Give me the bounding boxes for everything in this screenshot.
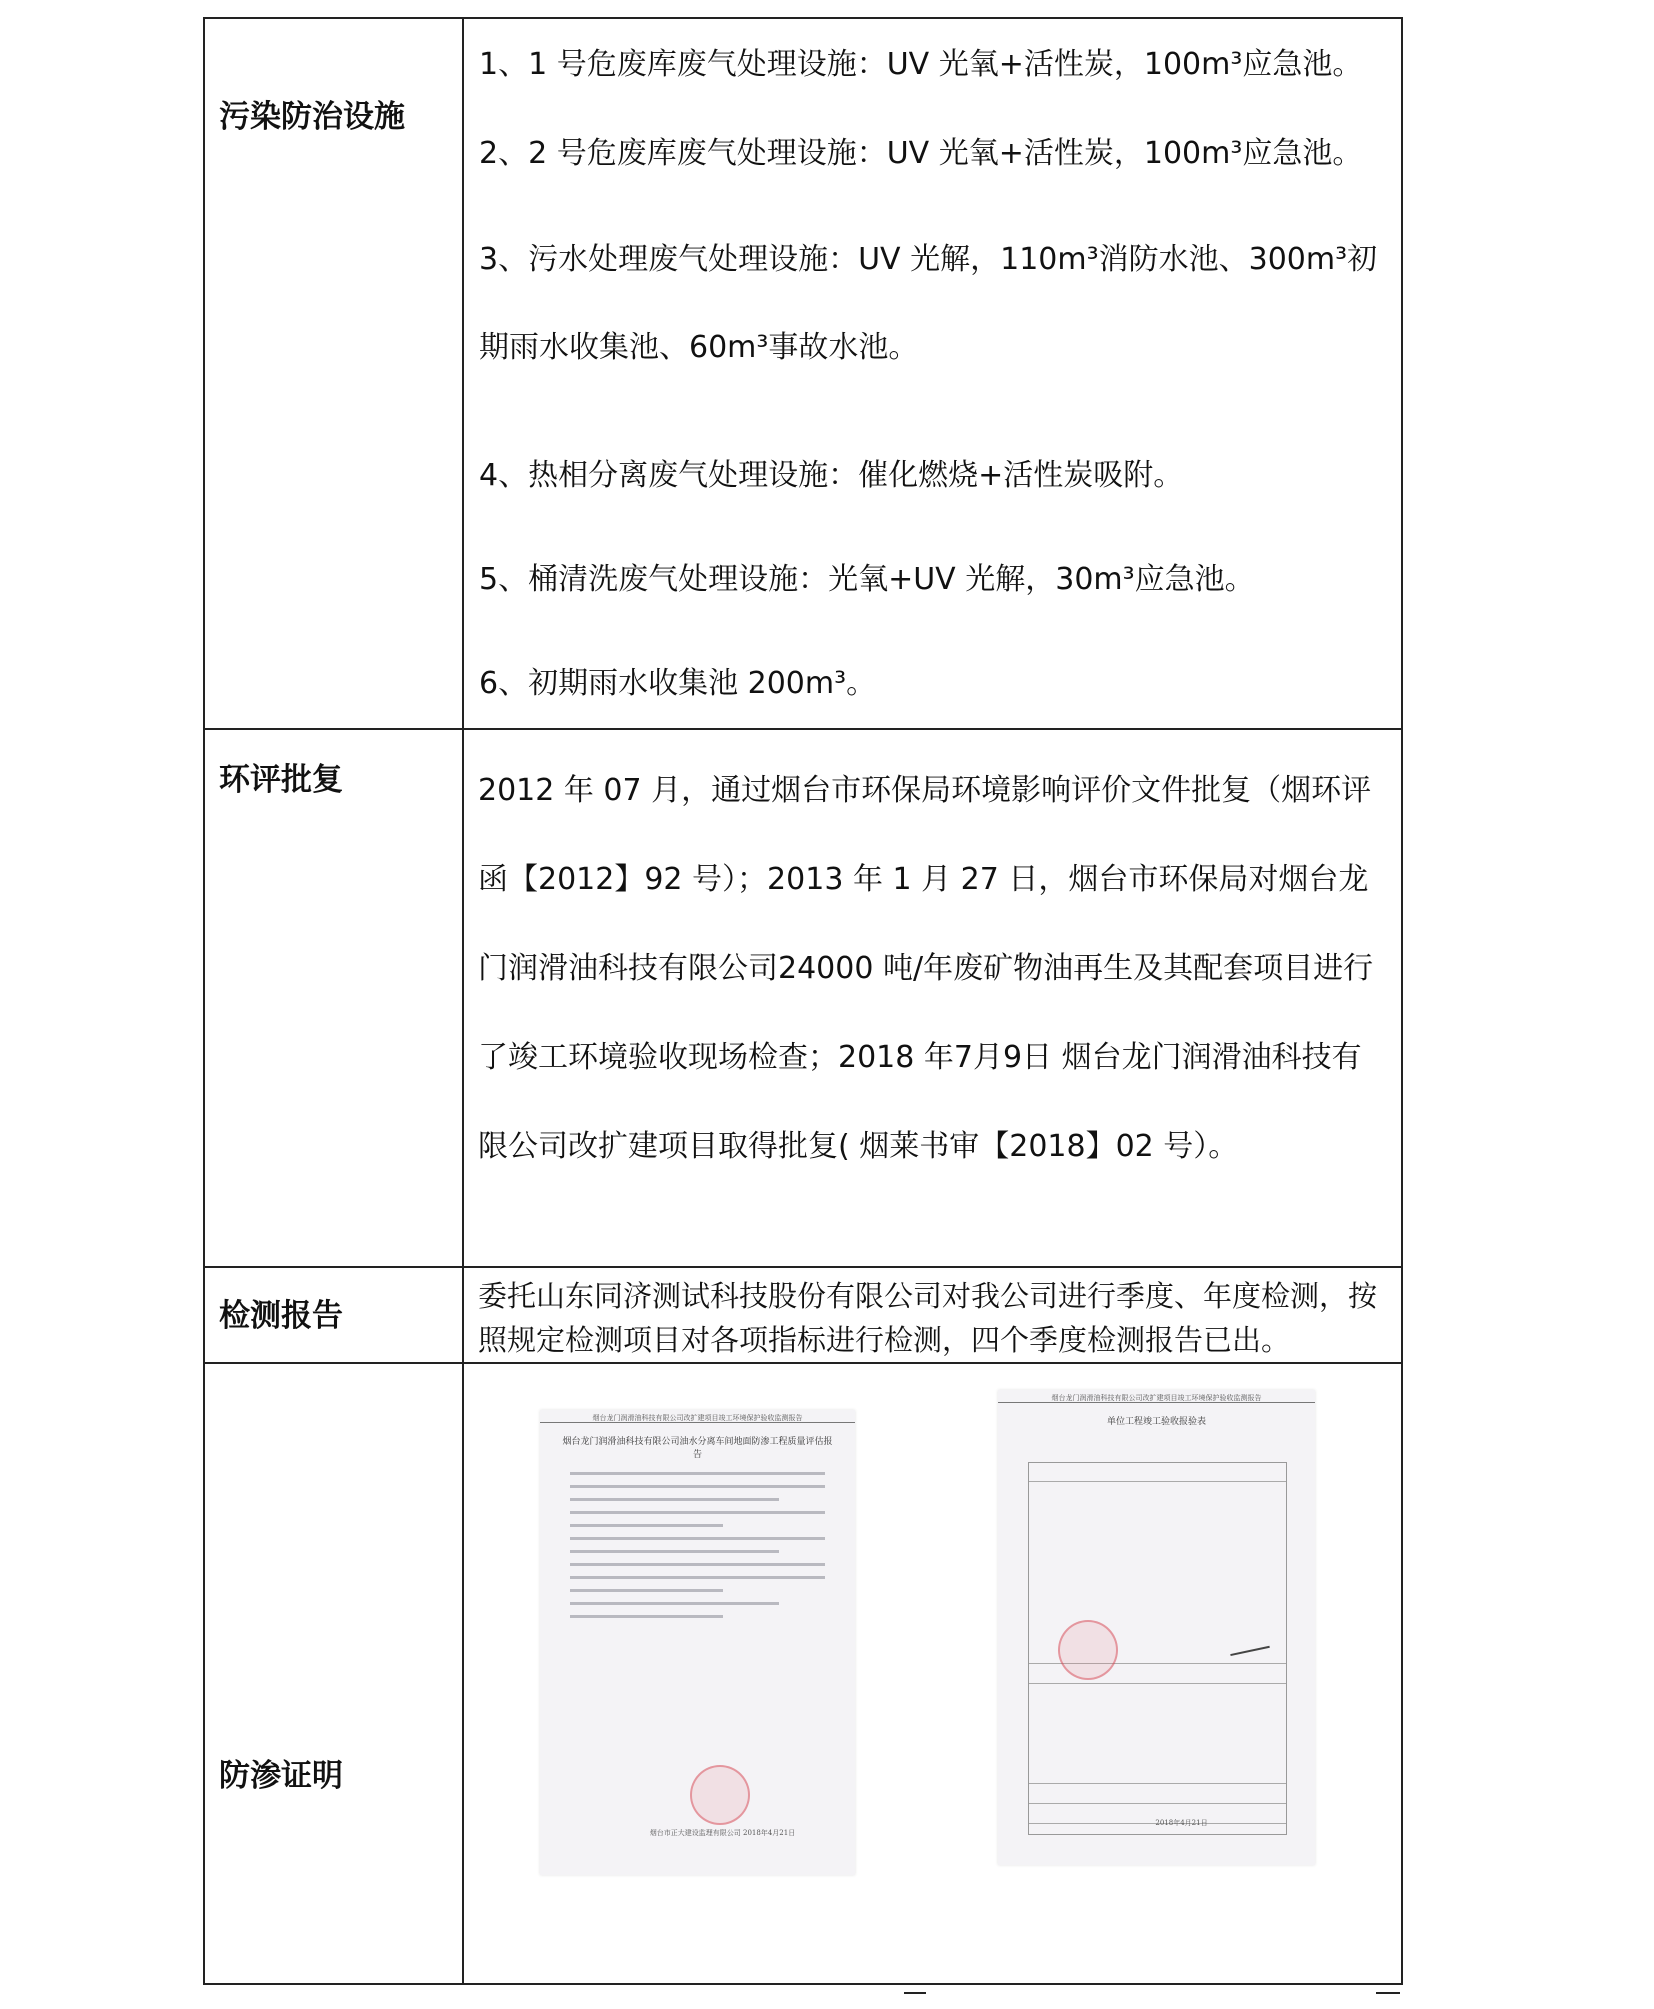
scan-line xyxy=(570,1524,723,1527)
seepage-proof-label: 防渗证明 xyxy=(219,1758,343,1794)
scan-line xyxy=(570,1602,779,1605)
scan-body-lines xyxy=(570,1472,825,1628)
scanned-document-acceptance-form xyxy=(998,1390,1315,1865)
row-pollution-facilities xyxy=(204,18,1402,729)
scan-header: 烟台龙门润滑油科技有限公司改扩建项目竣工环境保护验收监测报告 xyxy=(998,1390,1315,1403)
page-mark xyxy=(1376,1992,1400,1994)
eia-approval-text: 2012 年 07 月，通过烟台市环保局环境影响评价文件批复（烟环评函【2012】92 号）；2013 年 1 月 27 日，烟台市环保局对烟台龙门润滑油科技有限公司24000 吨/年废矿物油再生及其配套项目进行了竣工环境验收现场检查；2018 年7月9日 烟台龙门润滑油科技有限公司改扩建项目取得批复( 烟莱书审【2018】02 号）。 xyxy=(478,773,1374,1164)
scan-line xyxy=(570,1550,779,1553)
form-rule xyxy=(1029,1481,1286,1482)
scanned-document-evaluation-report xyxy=(540,1410,855,1875)
list-item: 3、污水处理废气处理设施：UV 光解，110m³消防水池、300m³初期雨水收集池、60m³事故水池。 xyxy=(479,242,1378,365)
facility-list xyxy=(464,19,1401,706)
red-seal-stamp xyxy=(1058,1620,1118,1680)
list-item: 2、2 号危废库废气处理设施：UV 光氧+活性炭，100m³应急池。 xyxy=(479,136,1363,171)
row-test-report xyxy=(204,1267,1402,1363)
scan-line xyxy=(570,1485,825,1488)
label-cell xyxy=(204,1363,463,1984)
scan-title: 单位工程竣工验收报验表 xyxy=(1106,1417,1206,1427)
scan-line xyxy=(570,1537,825,1540)
eia-approval-label: 环评批复 xyxy=(219,762,343,798)
form-rule xyxy=(1029,1683,1286,1684)
label-cell xyxy=(204,18,463,729)
scan-header: 烟台龙门润滑油科技有限公司改扩建项目竣工环境保护验收监测报告 xyxy=(540,1410,855,1423)
list-item: 1、1 号危废库废气处理设施：UV 光氧+活性炭，100m³应急池。 xyxy=(479,47,1363,82)
label-cell xyxy=(204,1267,463,1363)
scan-footer: 烟台市正大建设监理有限公司 2018年4月21日 xyxy=(649,1829,796,1837)
scan-footer: 2018年4月21日 xyxy=(1155,1819,1208,1827)
scan-line xyxy=(570,1498,779,1501)
pollution-facilities-label: 污染防治设施 xyxy=(219,99,405,135)
test-report-text: 委托山东同济测试科技股份有限公司对我公司进行季度、年度检测，按照规定检测项目对各项指标进行检测，四个季度检测报告已出。 xyxy=(478,1279,1378,1357)
content-cell xyxy=(463,1267,1402,1363)
label-cell xyxy=(204,729,463,1267)
content-cell xyxy=(463,729,1402,1267)
test-report-label: 检测报告 xyxy=(219,1298,343,1334)
red-seal-stamp xyxy=(690,1765,750,1825)
content-cell xyxy=(463,18,1402,729)
scan-line xyxy=(570,1511,825,1514)
scan-line xyxy=(570,1589,723,1592)
list-item: 6、初期雨水收集池 200m³。 xyxy=(479,666,877,701)
form-rule xyxy=(1029,1783,1286,1784)
list-item: 5、桶清洗废气处理设施：光氧+UV 光解，30m³应急池。 xyxy=(479,562,1255,597)
scan-line xyxy=(570,1472,825,1475)
list-item: 4、热相分离废气处理设施：催化燃烧+活性炭吸附。 xyxy=(479,458,1184,493)
row-eia-approval xyxy=(204,729,1402,1267)
page-mark xyxy=(904,1992,926,1994)
scan-line xyxy=(570,1576,825,1579)
scan-title: 烟台龙门润滑油科技有限公司油水分离车间地面防渗工程质量评估报告 xyxy=(562,1437,833,1460)
scan-line xyxy=(570,1615,723,1618)
form-rule xyxy=(1029,1803,1286,1804)
scan-line xyxy=(570,1563,825,1566)
